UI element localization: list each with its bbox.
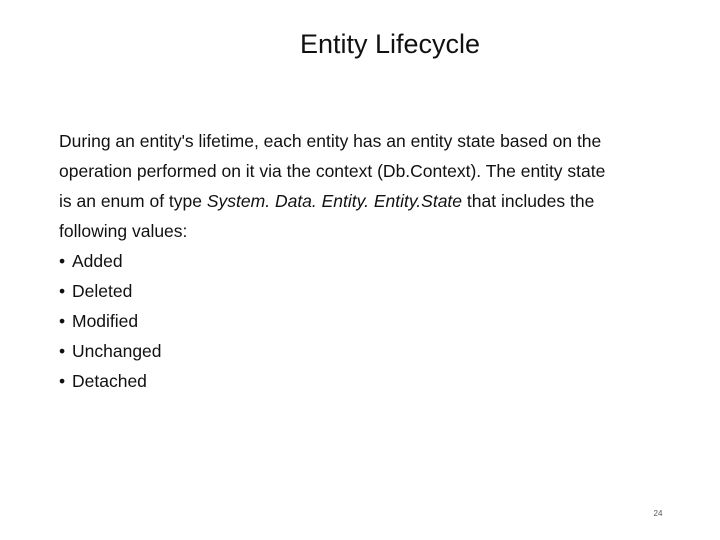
bullet-icon: • [59, 281, 66, 301]
entity-state-type-name: System. Data. Entity. Entity.State [206, 191, 463, 211]
bullet-icon: • [59, 251, 66, 271]
slide-title: Entity Lifecycle [299, 29, 481, 59]
list-item-label: Unchanged [72, 341, 162, 361]
list-item [59, 276, 679, 306]
intro-paragraph [59, 126, 679, 246]
list-item [59, 306, 679, 336]
intro-line: operation performed on it via the context (Db.Context). The entity state [59, 161, 606, 181]
intro-line [59, 186, 679, 216]
bullet-icon: • [59, 371, 66, 391]
intro-line-end: that includes the [462, 191, 595, 211]
list-item-label: Added [72, 251, 123, 271]
list-item-label: Deleted [72, 281, 133, 301]
list-item [59, 336, 679, 366]
slide-body [59, 126, 679, 396]
list-item [59, 366, 679, 396]
bullet-icon: • [59, 341, 66, 361]
intro-line-start: is an enum of type [59, 191, 207, 211]
list-item-label: Modified [72, 311, 139, 331]
intro-line: following values: [59, 221, 188, 241]
page-number: 24 [653, 509, 663, 518]
list-item [59, 246, 679, 276]
intro-line: During an entity's lifetime, each entity has an entity state based on the [59, 131, 602, 151]
bullet-icon: • [59, 311, 66, 331]
list-item-label: Detached [72, 371, 147, 391]
entity-state-list [59, 246, 679, 396]
